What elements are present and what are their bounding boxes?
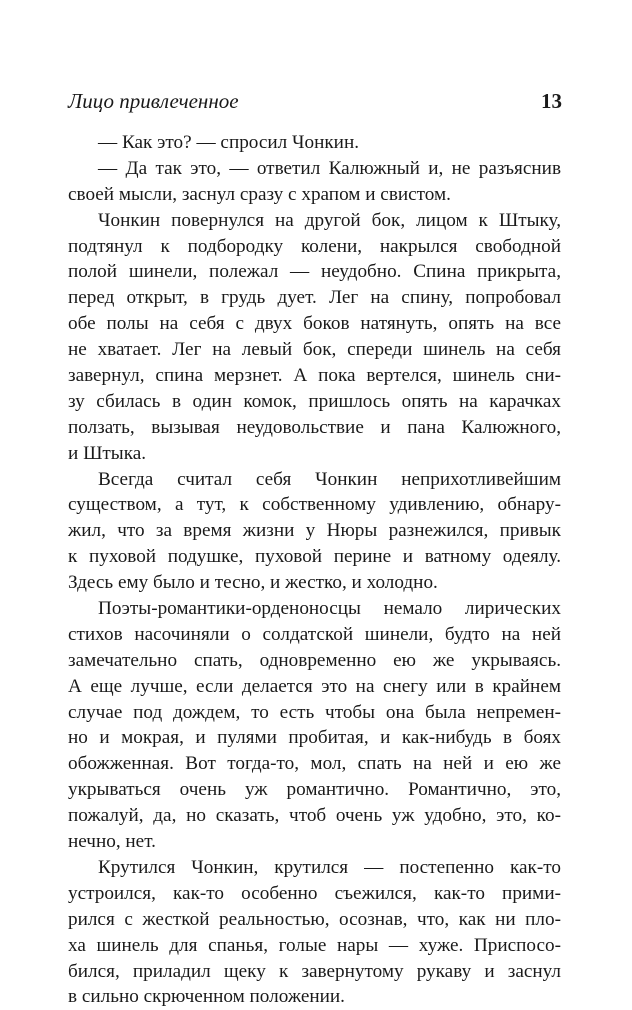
text-line: укрываться очень уж романтично. Романтично, это, [68, 779, 561, 801]
text-line: подтянул к подбородку колени, накрылся свободной [68, 235, 561, 257]
body-text [68, 130, 561, 1010]
text-line: ползать, вызывая неудовольствие и пана Калюжного, [68, 416, 561, 438]
text-line: завернул, спина мерзнет. А пока вертелся, шинель сни- [68, 365, 561, 387]
text-line: в сильно скрюченном положении. [68, 986, 345, 1008]
text-line: бился, приладил щеку к завернутому рукаву и заснул [68, 960, 561, 982]
text-line: замечательно спать, одновременно ею же укрываясь. [68, 649, 561, 671]
text-line: ха шинель для спанья, голые нары — хуже. Приспосо- [68, 934, 561, 956]
running-title: Лицо привлеченное [68, 89, 239, 113]
text-line: Поэты-романтики-орденоносцы немало лирических [98, 598, 561, 620]
text-line: обе полы на себя с двух боков натянуть, опять на все [68, 313, 561, 335]
text-line: — Да так это, — ответил Калюжный и, не разъяснив [98, 157, 561, 179]
text-line: перед открыт, в грудь дует. Лег на спину, попробовал [68, 287, 561, 309]
text-line: полой шинели, полежал — неудобно. Спина прикрыта, [68, 261, 561, 283]
paragraph-4 [68, 467, 561, 596]
text-line: Здесь ему было и тесно, и жестко, и холодно. [68, 572, 438, 594]
text-line: существом, а тут, к собственному удивлению, обнару- [68, 494, 561, 516]
text-line: Всегда считал себя Чонкин неприхотливейшим [98, 468, 561, 490]
text-line: зу сбилась в один комок, пришлось опять на карачках [68, 390, 561, 412]
page-number: 13 [541, 89, 562, 113]
text-line: Чонкин повернулся на другой бок, лицом к Штыку, [98, 209, 561, 231]
paragraph-6 [68, 855, 561, 1010]
text-line: обожженная. Вот тогда-то, мол, спать на ней и ею же [68, 753, 561, 775]
text-line: А еще лучше, если делается это на снегу или в крайнем [68, 675, 561, 697]
text-line: рился с жесткой реальностью, осознав, что, как ни пло- [68, 908, 561, 930]
paragraph-3 [68, 208, 561, 467]
text-line: и Штыка. [68, 442, 147, 464]
text-line: устроился, как-то особенно съежился, как-то прими- [68, 882, 561, 904]
text-line: не хватает. Лег на левый бок, спереди шинель на себя [68, 339, 561, 361]
text-line: жил, что за время жизни у Нюры разнежился, привык [68, 520, 561, 542]
paragraph-2 [68, 156, 561, 208]
text-line: к пуховой подушке, пуховой перине и ватному одеялу. [68, 546, 561, 568]
text-line: случае под дождем, то есть чтобы она была непремен- [68, 701, 561, 723]
text-line: стихов насочиняли о солдатской шинели, будто на ней [68, 623, 561, 645]
text-line: нечно, нет. [68, 831, 156, 853]
paragraph-1 [68, 130, 561, 156]
text-line: — Как это? — спросил Чонкин. [98, 132, 360, 153]
text-line: Крутился Чонкин, крутился — постепенно как-то [98, 856, 561, 878]
text-line: но и мокрая, и пулями пробитая, и как-нибудь в боях [68, 727, 561, 749]
text-line: своей мысли, заснул сразу с храпом и свистом. [68, 183, 451, 205]
running-head [68, 86, 562, 116]
paragraph-5 [68, 596, 561, 855]
text-line: пожалуй, да, но сказать, чтоб очень уж удобно, это, ко- [68, 805, 561, 827]
